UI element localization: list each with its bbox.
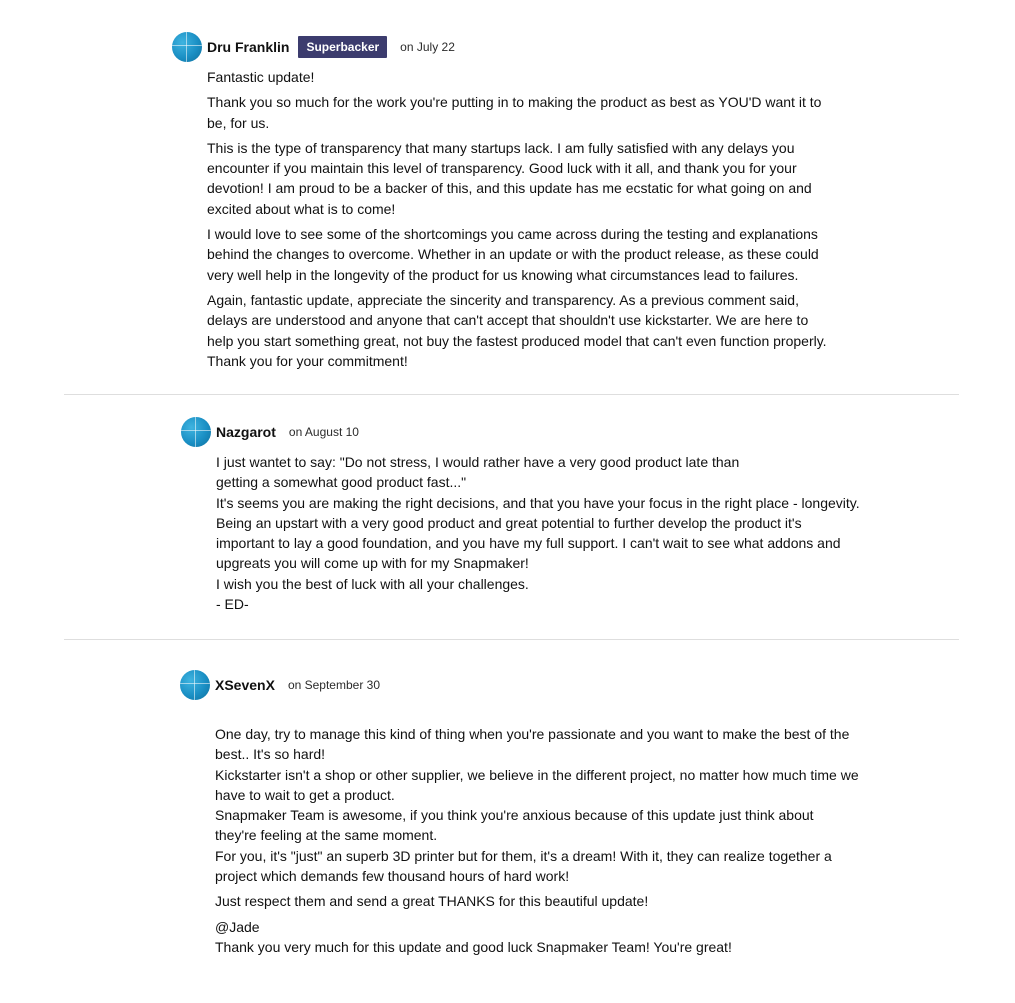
comment-line: Snapmaker Team is awesome, if you think you're anxious because of this update just think about xyxy=(215,807,814,824)
comment-header xyxy=(180,670,380,700)
comment-paragraph: I would love to see some of the shortcomings you came across during the testing and explanations behind the changes to overcome. Whether in an update or with the product release, as these could very well help in the longevity of the product for us knowing what circumstances lead to failures. xyxy=(207,226,819,283)
comment-body xyxy=(207,67,832,376)
mention-line: @Jade xyxy=(215,918,260,935)
comment-line: important to lay a good foundation, and you have my full support. I can't wait to see what addons and xyxy=(216,535,841,552)
comment-line: Kickstarter isn't a shop or other supplier, we believe in the different project, no matter how much time we xyxy=(215,766,859,783)
comment-header xyxy=(172,32,455,62)
comment-body xyxy=(215,724,955,957)
comment-line: have to wait to get a product. xyxy=(215,786,395,803)
author-name[interactable]: Nazgarot xyxy=(216,424,276,440)
author-name[interactable]: Dru Franklin xyxy=(207,39,290,55)
comment-paragraph: Just respect them and send a great THANKS for this beautiful update! xyxy=(215,893,649,910)
comment-date[interactable]: on July 22 xyxy=(400,40,455,54)
comment-paragraph xyxy=(215,917,955,958)
comment-divider xyxy=(64,639,959,640)
comment-line: I wish you the best of luck with all your challenges. xyxy=(216,575,529,592)
comment-line: they're feeling at the same moment. xyxy=(215,827,438,844)
comment-line: For you, it's "just" an superb 3D printer but for them, it's a dream! With it, they can realize together a xyxy=(215,847,832,864)
comment-line: I just wantet to say: "Do not stress, I would rather have a very good product late than xyxy=(216,454,740,470)
comment-line: Being an upstart with a very good product and great potential to further develop the product it's xyxy=(216,514,802,531)
comment-header xyxy=(181,417,359,447)
avatar[interactable] xyxy=(180,670,210,700)
comment-paragraph: Again, fantastic update, appreciate the sincerity and transparency. As a previous comment said, delays are understood and anyone that can't accept that shouldn't use kickstarter. We are here to help you start something great, not buy the fastest produced model that can't even function properly. Thank you for your commitment! xyxy=(207,291,827,369)
comment-line: getting a somewhat good product fast..." xyxy=(216,474,467,491)
superbacker-badge: Superbacker xyxy=(298,36,387,58)
comment-paragraph: This is the type of transparency that many startups lack. I am fully satisfied with any delays you encounter if you maintain this level of transparency. Good luck with it all, and thank you for your devotion! I am proud to be a backer of this, and this update has me ecstatic for what going on and excited about what is to come! xyxy=(207,139,812,217)
comment-paragraph: Fantastic update! xyxy=(207,69,315,85)
comment-line: upgreats you will come up with for my Snapmaker! xyxy=(216,555,529,572)
comment-date[interactable]: on August 10 xyxy=(288,425,359,439)
comment-line: - ED- xyxy=(216,596,249,613)
comment-paragraph xyxy=(215,724,955,886)
avatar[interactable] xyxy=(172,32,202,62)
comment-paragraph: Thank you so much for the work you're putting in to making the product as best as YOU'D want it to be, for us. xyxy=(207,94,822,131)
comment-body xyxy=(216,452,956,614)
comment-line: project which demands few thousand hours of hard work! xyxy=(215,868,570,885)
comment-divider xyxy=(64,394,959,395)
comment-line: One day, try to manage this kind of thing when you're passionate and you want to make the best of the xyxy=(215,726,850,742)
author-name[interactable]: XSevenX xyxy=(215,677,275,693)
avatar[interactable] xyxy=(181,417,211,447)
comment-line: Thank you very much for this update and good luck Snapmaker Team! You're great! xyxy=(215,938,732,955)
comment-date[interactable]: on September 30 xyxy=(287,678,380,692)
comment-line: It's seems you are making the right decisions, and that you have your focus in the right place - longevity. xyxy=(216,494,860,511)
comment-line: best.. It's so hard! xyxy=(215,746,326,763)
